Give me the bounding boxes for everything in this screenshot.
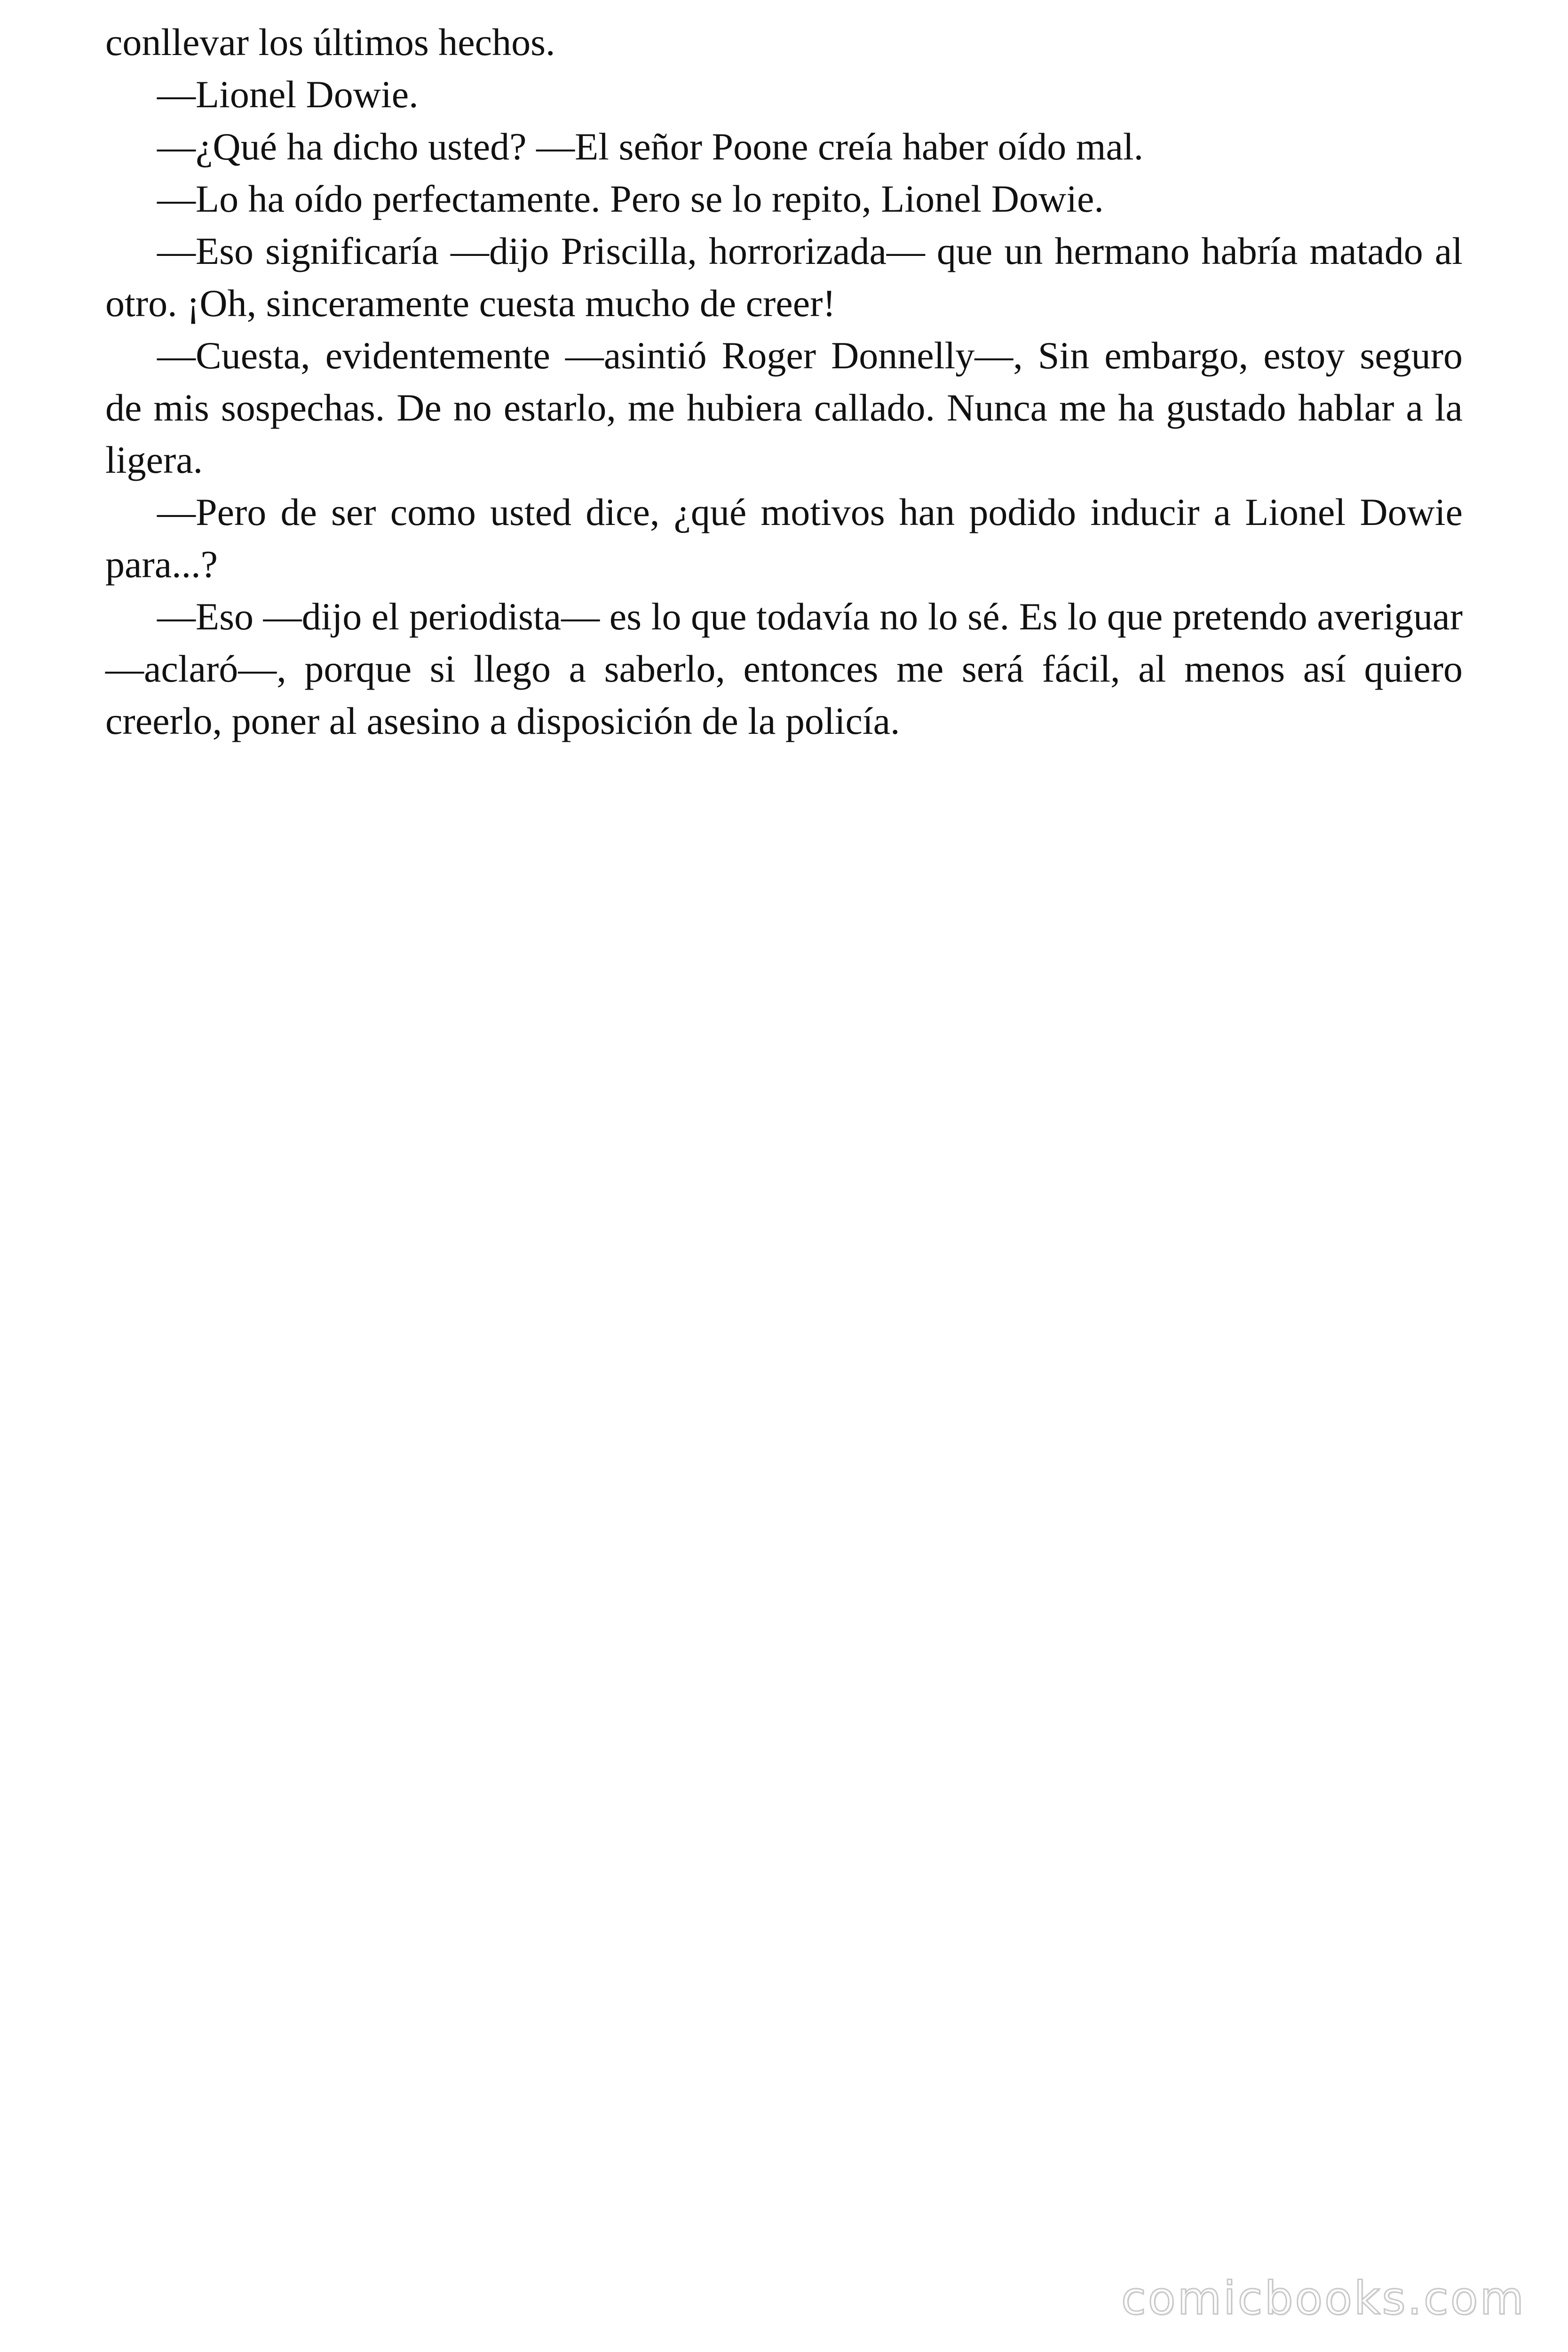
paragraph: —Eso —dijo el periodista— es lo que todavía no lo sé. Es lo que pretendo averiguar —aclaró—, porque si llego a saberlo, entonces me será fácil, al menos así quiero creerlo, poner al asesino a disposición de la policía. <box>105 595 1463 742</box>
paragraph: —Pero de ser como usted dice, ¿qué motivos han podido inducir a Lionel Dowie para...? <box>105 491 1463 586</box>
paragraph: —Lo ha oído perfectamente. Pero se lo repito, Lionel Dowie. <box>157 177 1104 220</box>
paragraph: —Cuesta, evidentemente —asintió Roger Donnelly—, Sin embargo, estoy seguro de mis sospechas. De no estarlo, me hubiera callado. Nunca me ha gustado hablar a la ligera. <box>105 334 1463 481</box>
paragraph: —¿Qué ha dicho usted? —El señor Poone creía haber oído mal. <box>157 125 1144 168</box>
paragraph: —Eso significaría —dijo Priscilla, horrorizada— que un hermano habría matado al otro. ¡Oh, sinceramente cuesta mucho de creer! <box>105 230 1463 325</box>
paragraph: —Lionel Dowie. <box>157 73 419 116</box>
watermark: comicbooks.com <box>1121 2272 1526 2325</box>
paragraph-continuation: conllevar los últimos hechos. <box>105 21 555 64</box>
body-text <box>105 16 1463 747</box>
